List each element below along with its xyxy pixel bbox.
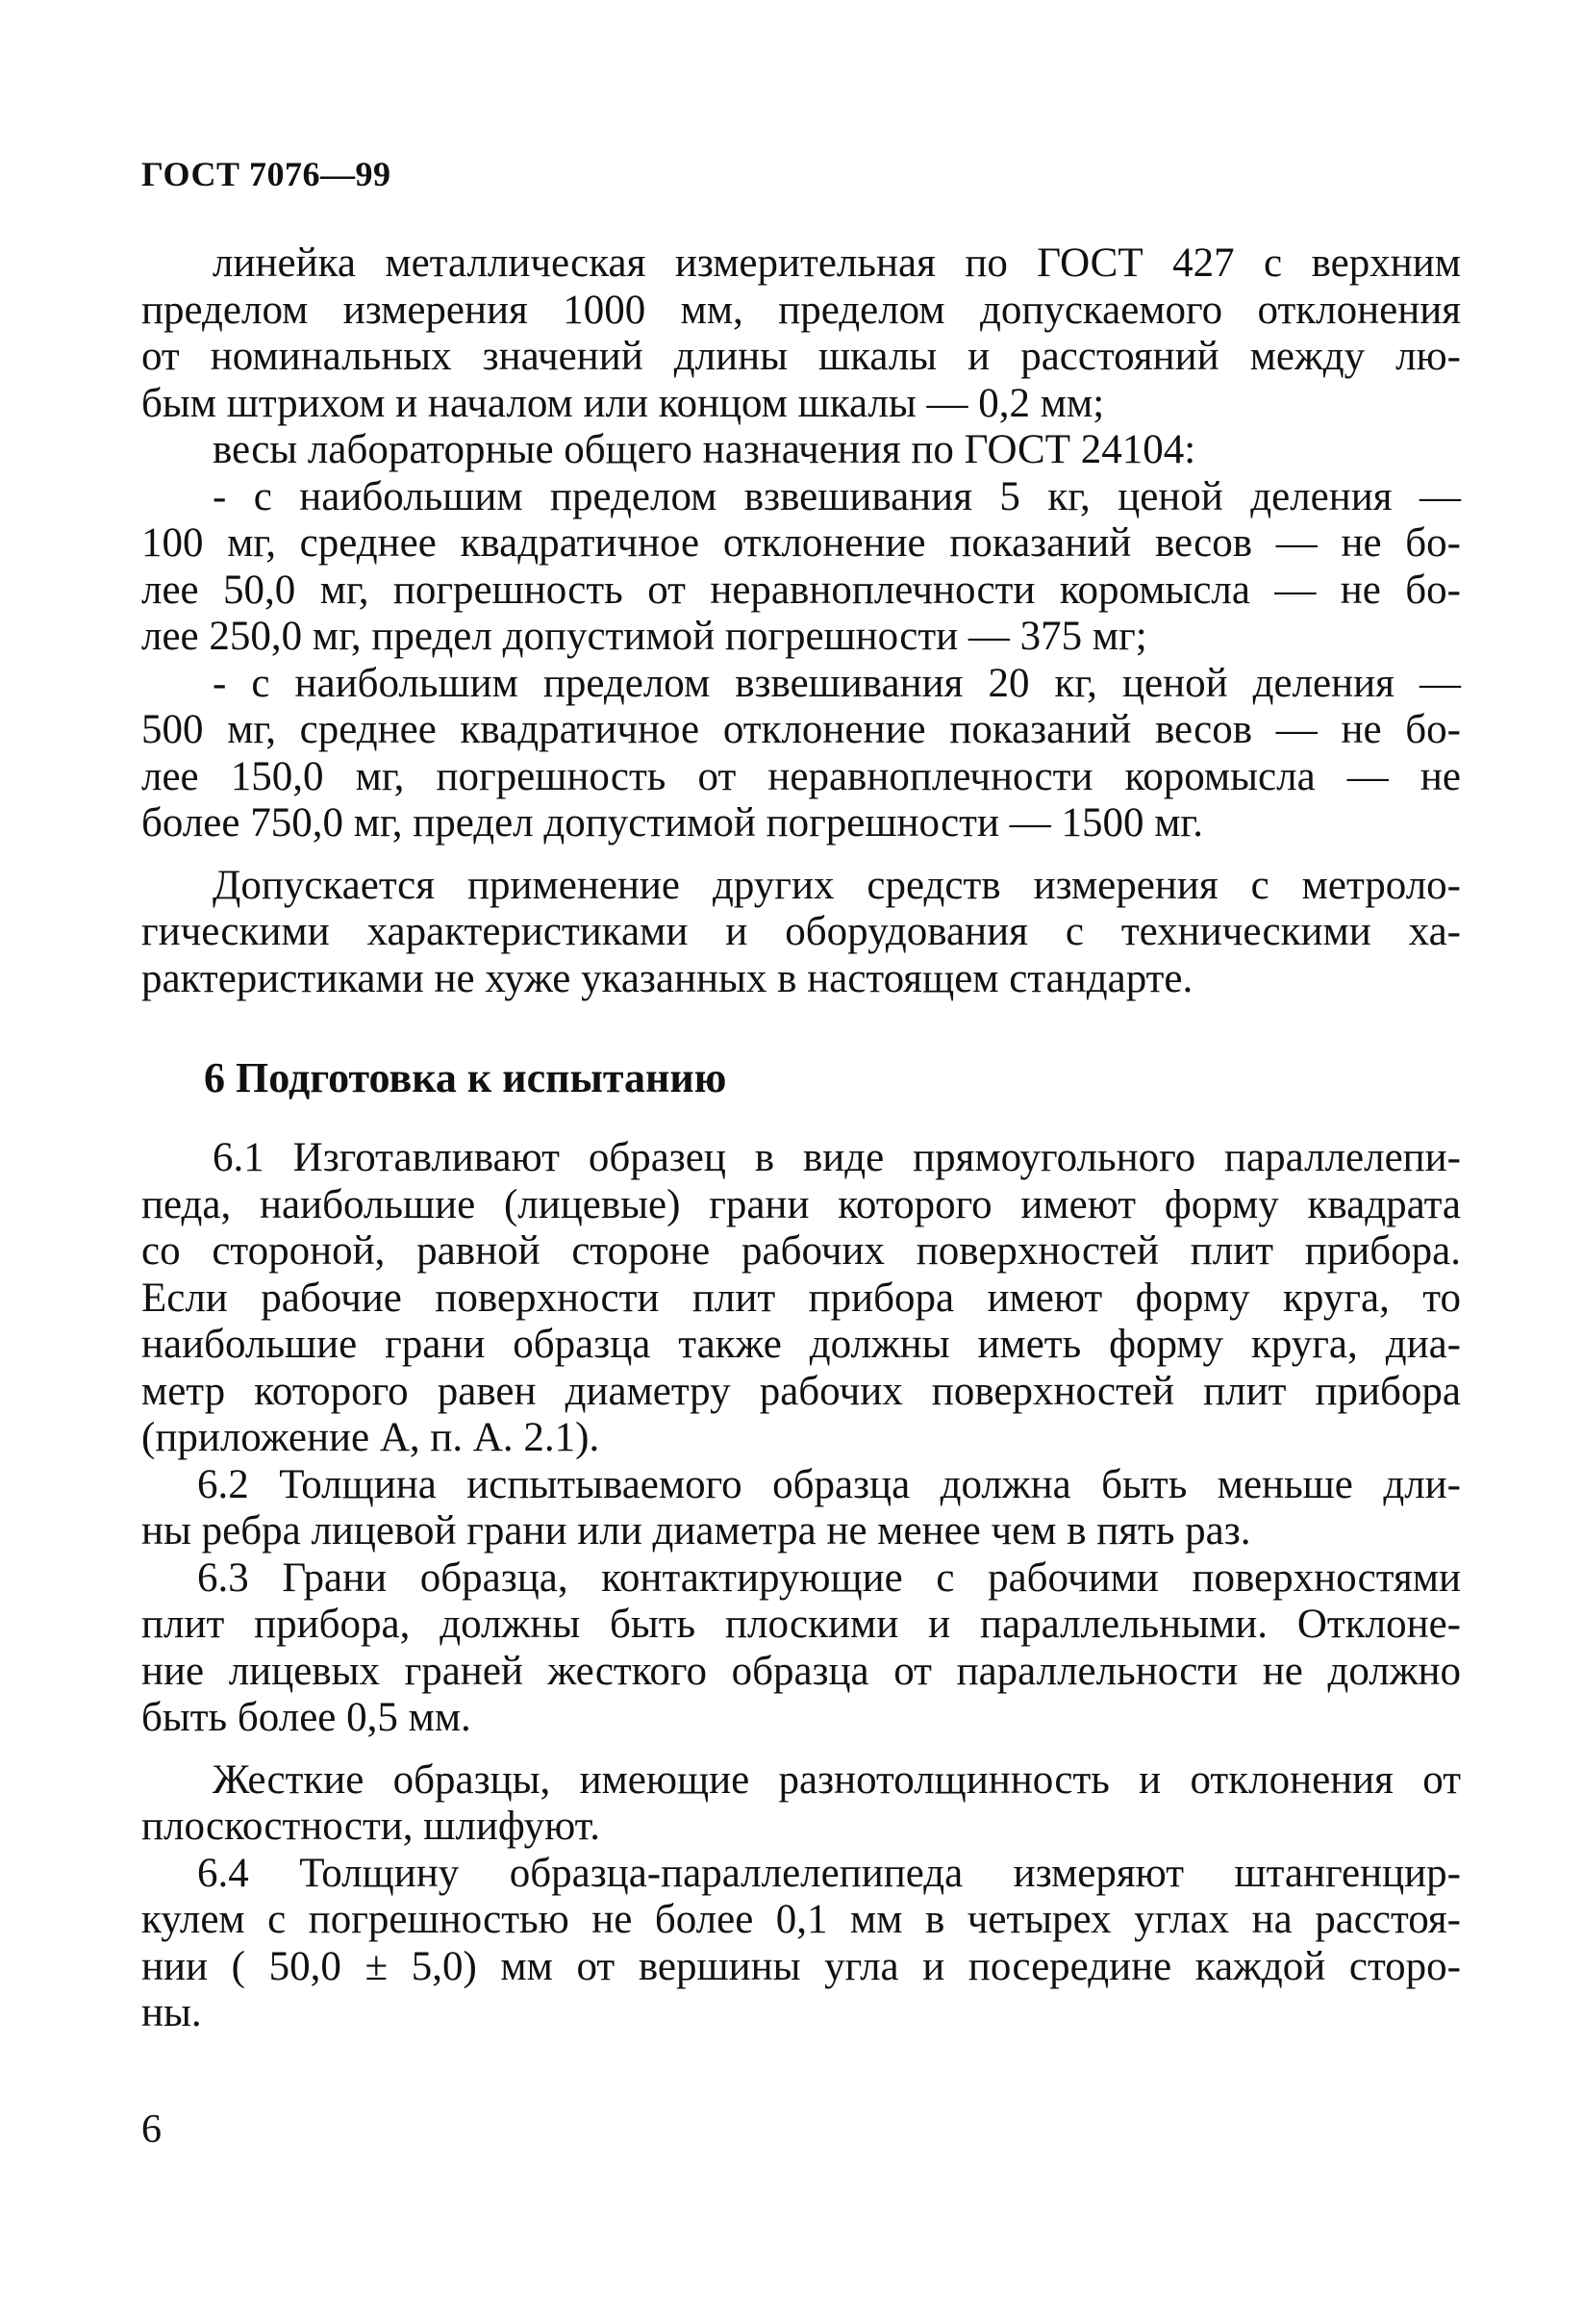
text-line: ны ребра лицевой грани или диаметра не менее чем в пять раз. [141, 1508, 1251, 1554]
text-line: 6.3 Грани образца, контактирующие с рабочими поверхностями [197, 1554, 1461, 1601]
text-line: рактеристиками не хуже указанных в настоящем стандарте. [141, 955, 1194, 1001]
section-6-body [141, 1135, 1461, 2037]
text-line: плоскостности, шлифуют. [141, 1804, 600, 1849]
text-line: наибольшие грани образца также должны иметь форму круга, диа- [141, 1322, 1461, 1367]
text-line: метр которого равен диаметру рабочих поверхностей плит прибора [141, 1368, 1461, 1414]
text-line: кулем с погрешностью не более 0,1 мм в четырех углах на расстоя- [141, 1897, 1461, 1942]
text-line: ние лицевых граней жесткого образца от параллельности не должно [141, 1648, 1461, 1694]
section-heading: 6 Подготовка к испытанию [204, 1054, 727, 1101]
text-line: 100 мг, среднее квадратичное отклонение показаний весов — не бо- [141, 520, 1461, 566]
text-line: лее 150,0 мг, погрешность от неравноплечности коромысла — не [141, 753, 1461, 799]
text-line: 6.4 Толщину образца-параллелепипеда измеряют штангенцир- [197, 1850, 1461, 1896]
text-line: лее 50,0 мг, погрешность от неравноплечности коромысла — не бо- [141, 567, 1461, 613]
text-line: плит прибора, должны быть плоскими и параллельными. Отклоне- [141, 1602, 1461, 1647]
text-line: нии ( 50,0 ± 5,0) мм от вершины угла и посередине каждой сторо- [141, 1943, 1461, 1989]
text-line: ны. [141, 1990, 202, 2035]
text-line: более 750,0 мг, предел допустимой погрешности — 1500 мг. [141, 800, 1203, 846]
page-number: 6 [141, 2108, 162, 2152]
text-line: пределом измерения 1000 мм, пределом допускаемого отклонения [141, 287, 1461, 333]
text-line: 500 мг, среднее квадратичное отклонение показаний весов — не бо- [141, 707, 1461, 752]
text-line: от номинальных значений длины шкалы и расстояний между лю- [141, 334, 1461, 379]
text-line: весы лабораторные общего назначения по ГОСТ 24104: [213, 427, 1196, 472]
text-line: 6.2 Толщина испытываемого образца должна быть меньше дли- [197, 1461, 1461, 1507]
text-line: (приложение А, п. А. 2.1). [141, 1415, 600, 1460]
text-line: гическими характеристиками и оборудования с техническими ха- [141, 909, 1461, 954]
text-line: Если рабочие поверхности плит прибора имеют форму круга, то [141, 1275, 1461, 1321]
text-line: лее 250,0 мг, предел допустимой погрешности — 375 мг; [141, 614, 1147, 659]
text-line: - с наибольшим пределом взвешивания 5 кг, ценой деления — [213, 473, 1461, 519]
text-line: со стороной, равной стороне рабочих поверхностей плит прибора. [141, 1228, 1461, 1274]
text-line: линейка металлическая измерительная по ГОСТ 427 с верхним [213, 240, 1461, 286]
text-line: 6.1 Изготавливают образец в виде прямоугольного параллелепи- [213, 1135, 1461, 1180]
section-5-continued [141, 240, 1461, 1002]
text-line: педа, наибольшие (лицевые) грани которого имеют форму квадрата [141, 1181, 1461, 1227]
text-line: быть более 0,5 мм. [141, 1695, 471, 1740]
text-line: Допускается применение других средств измерения с метроло- [213, 862, 1461, 908]
document-code: ГОСТ 7076—99 [141, 155, 391, 193]
text-line: - с наибольшим пределом взвешивания 20 кг, ценой деления — [213, 660, 1461, 706]
text-line: бым штрихом и началом или концом шкалы — 0,2 мм; [141, 380, 1105, 426]
text-line: Жесткие образцы, имеющие разнотолщинность и отклонения от [213, 1756, 1461, 1803]
